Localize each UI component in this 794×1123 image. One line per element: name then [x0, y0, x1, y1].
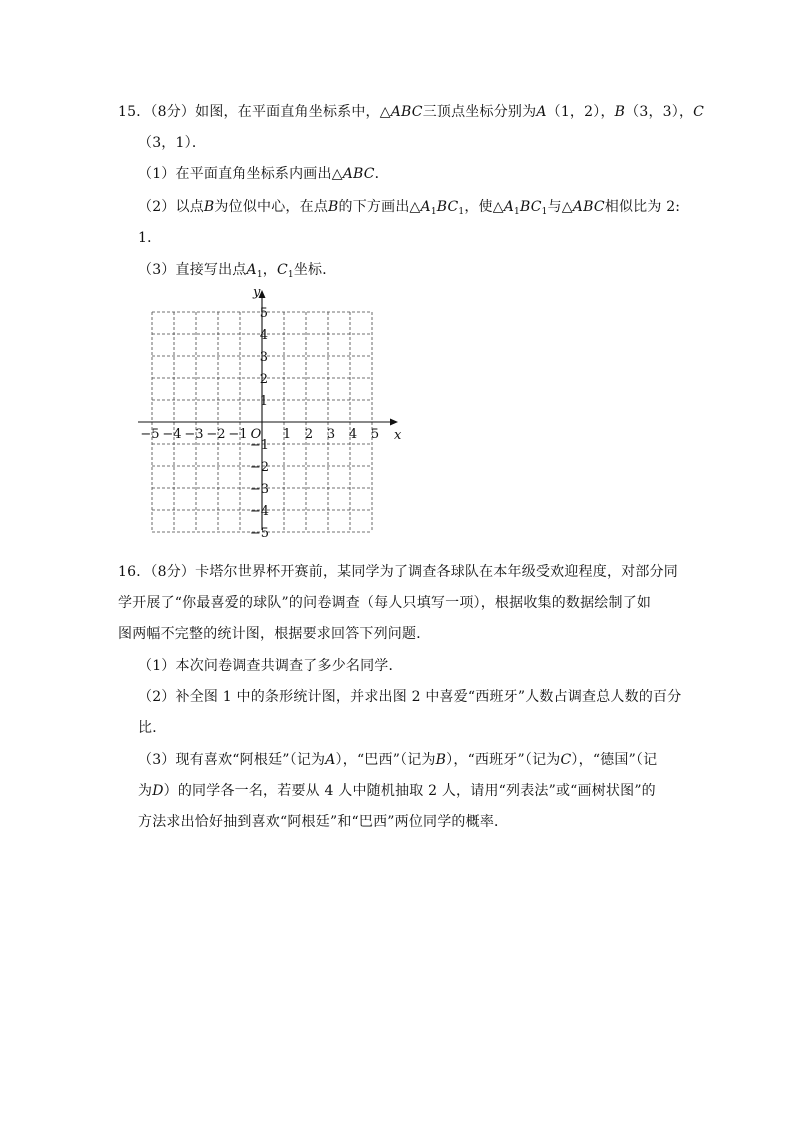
- y-tick-label: −4: [249, 504, 269, 519]
- x-tick-label: −1: [228, 427, 248, 442]
- x-axis-label: x: [394, 428, 402, 443]
- y-tick-label: −1: [249, 438, 269, 453]
- x-tick-label: 1: [282, 427, 292, 442]
- y-tick-label: 1: [259, 394, 268, 409]
- q15-part2-line1: （2）以点B为位似中心，在点B的下方画出$\triangle A_1BC_1$，使$\triangle A_1BC_1$与△ABC相似比为 2:: [138, 199, 681, 217]
- q16-stem-line1: 16．（8分）卡塔尔世界杯开赛前，某同学为了调查各球队在本年级受欢迎程度，对部分同: [118, 564, 678, 580]
- y-tick-label: −2: [249, 460, 269, 475]
- x-tick-label: −2: [206, 427, 226, 442]
- x-tick-label: 5: [370, 427, 380, 442]
- q16-number: 16．: [118, 564, 151, 580]
- q16-stem-line2: 学开展了“你最喜爱的球队”的问卷调查（每人只填写一项），根据收集的数据绘制了如: [118, 595, 652, 611]
- q15-part1: （1）在平面直角坐标系内画出△ABC．: [138, 166, 389, 182]
- y-axis-label: y: [253, 285, 261, 300]
- y-tick-label: −5: [249, 526, 269, 541]
- x-tick-label: −5: [140, 427, 160, 442]
- q16-part2-line2: 比．: [138, 720, 167, 736]
- q16-part3-line2: 为D）的同学各一名，若要从 4 人中随机抽取 2 人，请用“列表法”或“画树状图”的: [138, 783, 656, 799]
- y-tick-label: 3: [259, 350, 268, 365]
- q16-stem-line3: 图两幅不完整的统计图，根据要求回答下列问题．: [118, 626, 431, 642]
- q15-part3: （3）直接写出点$A_1$，$C_1$坐标．: [138, 262, 337, 280]
- x-axis-arrow: [390, 419, 398, 426]
- q15-part2-line2: 1．: [138, 230, 162, 246]
- q15-stem-line2: （3，1）．: [138, 135, 207, 151]
- q16-part3-line1: （3）现有喜欢“阿根廷”（记为A），“巴西”（记为B），“西班牙”（记为C），“德国”（记: [138, 752, 658, 768]
- x-tick-label: −4: [162, 427, 182, 442]
- q16-part2-line1: （2）补全图 1 中的条形统计图，并求出图 2 中喜爱“西班牙”人数占调查总人数的百分: [138, 689, 682, 705]
- y-tick-label: 2: [259, 372, 268, 387]
- x-tick-label: 2: [304, 427, 314, 442]
- q15-number: 15．: [118, 104, 151, 120]
- y-tick-label: −3: [249, 482, 269, 497]
- q15-score: （8分）: [150, 104, 196, 120]
- y-tick-label: 4: [259, 328, 268, 343]
- tick-labels: [140, 285, 402, 541]
- q15-stem-line1: 15．（8分）如图，在平面直角坐标系中，△ABC三顶点坐标分别为A（1，2），B（3，3），C: [118, 104, 705, 120]
- x-tick-label: 3: [326, 427, 336, 442]
- q16-part3-line3: 方法求出恰好抽到喜欢“阿根廷”和“巴西”两位同学的概率．: [138, 814, 509, 830]
- x-tick-label: 4: [348, 427, 358, 442]
- y-tick-label: 5: [259, 306, 268, 321]
- origin-label: O: [250, 427, 262, 442]
- q16-part1: （1）本次问卷调查共调查了多少名同学．: [138, 658, 403, 674]
- x-tick-label: −3: [184, 427, 204, 442]
- q16-score: （8分）: [150, 564, 196, 580]
